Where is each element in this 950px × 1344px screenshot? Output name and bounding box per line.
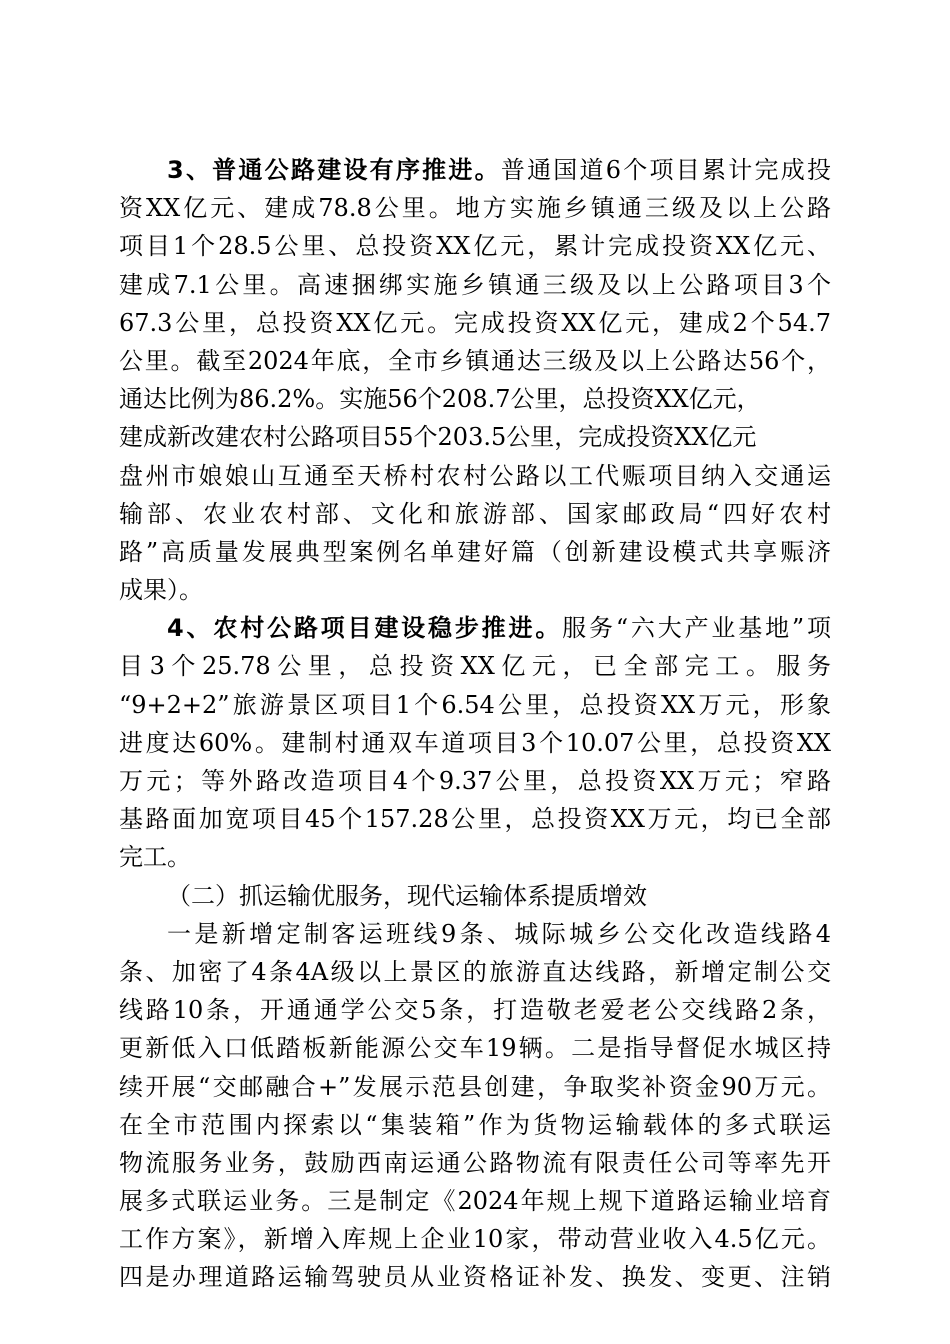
paragraph-text: 服务“六大产业基地”项: [562, 614, 831, 643]
paragraph-line: 在全市范围内探索以“集装箱”作为货物运输载体的多式联运: [119, 1110, 831, 1139]
paragraph-4: [119, 609, 831, 876]
paragraph-line: 条、加密了4条4A级以上景区的旅游直达线路，新增定制公交: [119, 957, 831, 986]
paragraph-line: 更新低入口低踏板新能源公交车19辆。二是指导督促水城区持: [119, 1034, 831, 1063]
paragraph-line: 目3个25.78公里，总投资XX亿元，已全部完工。服务: [119, 652, 831, 681]
paragraph-line: 输部、农业农村部、文化和旅游部、国家邮政局“四好农村: [119, 499, 831, 528]
paragraph-line: [119, 609, 831, 647]
paragraph-line: 路”高质量发展典型案例名单建好篇（创新建设模式共享赈济: [119, 537, 831, 566]
paragraph-line: 建成新改建农村公路项目55个203.5公里，完成投资XX亿元: [119, 423, 757, 452]
paragraph-line: 线路10条，开通通学公交5条，打造敬老爱老公交线路2条，: [119, 996, 831, 1025]
paragraph-3: [119, 151, 831, 609]
paragraph-heading: 3、普通公路建设有序推进。: [167, 156, 501, 184]
paragraph-line: 进度达60%。建制村通双车道项目3个10.07公里，总投资XX: [119, 728, 831, 757]
document-page: [119, 151, 831, 1297]
paragraph-line: 物流服务业务，鼓励西南运通公路物流有限责任公司等率先开: [119, 1148, 831, 1177]
paragraph-line: 完工。: [119, 843, 191, 872]
paragraph-line: 工作方案》，新增入库规上企业10家，带动营业收入4.5亿元。: [119, 1225, 831, 1254]
paragraph-line: 续开展“交邮融合+”发展示范县创建，争取奖补资金90万元。: [119, 1072, 831, 1101]
paragraph-line: 建成7.1公里。高速捆绑实施乡镇通三级及以上公路项目3个: [119, 270, 831, 299]
paragraph-heading: 4、农村公路项目建设稳步推进。: [167, 614, 563, 643]
paragraph-line: 公里。截至2024年底，全市乡镇通达三级及以上公路达56个，: [119, 346, 831, 375]
paragraph-line: 一是新增定制客运班线9条、城际城乡公交化改造线路4: [167, 919, 831, 948]
section-title: （二）抓运输优服务，现代运输体系提质增效: [167, 881, 647, 910]
paragraph-line: 资XX亿元、建成78.8公里。地方实施乡镇通三级及以上公路: [119, 194, 831, 223]
paragraph-line: 盘州市娘娘山互通至天桥村农村公路以工代赈项目纳入交通运: [119, 461, 831, 490]
paragraph-line: 展多式联运业务。三是制定《2024年规上规下道路运输业培育: [119, 1187, 831, 1216]
paragraph-line: 四是办理道路运输驾驶员从业资格证补发、换发、变更、注销: [119, 1263, 831, 1292]
paragraph-line: [119, 151, 831, 189]
paragraph-line: 通达比例为86.2%。实施56个208.7公里，总投资XX亿元，: [119, 385, 761, 414]
paragraph-line: “9+2+2”旅游景区项目1个6.54公里，总投资XX万元，形象: [119, 690, 831, 719]
paragraph-line: 67.3公里，总投资XX亿元。完成投资XX亿元，建成2个54.7: [119, 308, 831, 337]
paragraph-line: 基路面加宽项目45个157.28公里，总投资XX万元，均已全部: [119, 805, 831, 834]
paragraph-line: 成果）。: [119, 576, 203, 605]
paragraph-text: 普通国道6个项目累计完成投: [500, 156, 831, 184]
paragraph-5: [119, 915, 831, 1297]
paragraph-line: 项目1个28.5公里、总投资XX亿元，累计完成投资XX亿元、: [119, 232, 831, 261]
section-2: [119, 877, 831, 915]
paragraph-line: 万元；等外路改造项目4个9.37公里，总投资XX万元；窄路: [119, 767, 831, 795]
